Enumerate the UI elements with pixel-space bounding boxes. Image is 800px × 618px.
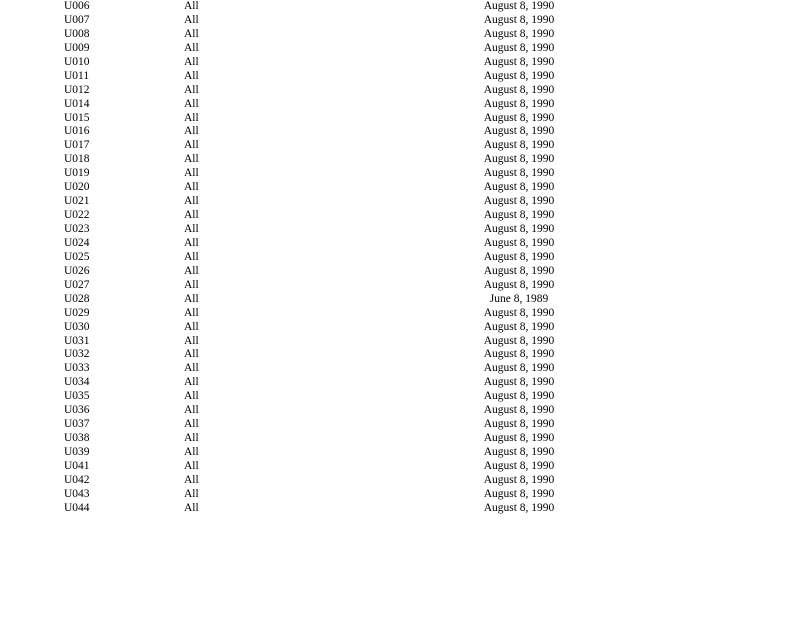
table-row	[0, 446, 800, 460]
table-row	[0, 181, 800, 195]
table-row	[0, 112, 800, 126]
table-row	[0, 293, 800, 307]
date-cell: August 8, 1990	[483, 446, 555, 458]
table-row	[0, 153, 800, 167]
date-cell: August 8, 1990	[483, 404, 555, 417]
scope-cell: All	[184, 0, 199, 12]
table-row	[0, 279, 800, 293]
scope-cell: All	[184, 418, 199, 431]
date-cell: August 8, 1990	[483, 390, 555, 403]
table-row	[0, 84, 800, 98]
waste-code-cell: U023	[64, 223, 90, 235]
scope-cell: All	[184, 264, 199, 277]
waste-code-cell: U015	[64, 111, 90, 124]
waste-code-cell: U006	[64, 0, 90, 12]
scope-cell: All	[184, 27, 199, 40]
waste-code-cell: U016	[64, 125, 90, 138]
table-row	[0, 376, 800, 390]
waste-code-cell: U027	[64, 278, 90, 291]
table-row	[0, 460, 800, 474]
date-cell: August 8, 1990	[483, 69, 555, 82]
waste-code-cell: U012	[64, 83, 90, 96]
date-cell: June 8, 1989	[489, 292, 549, 305]
date-cell: August 8, 1990	[483, 362, 555, 375]
date-cell: August 8, 1990	[483, 13, 555, 26]
waste-code-cell: U011	[64, 69, 90, 82]
table-row	[0, 251, 800, 265]
scope-cell: All	[184, 362, 199, 375]
waste-code-cell: U028	[64, 292, 90, 305]
waste-code-cell: U043	[64, 487, 90, 500]
scope-cell: All	[184, 41, 199, 54]
date-cell: August 8, 1990	[483, 223, 555, 235]
date-cell: August 8, 1990	[483, 334, 555, 347]
waste-code-cell: U014	[64, 97, 90, 110]
table-row	[0, 209, 800, 223]
waste-code-cell: U020	[64, 181, 90, 194]
waste-code-cell: U038	[64, 432, 90, 445]
date-cell: August 8, 1990	[483, 501, 555, 514]
table-row	[0, 307, 800, 321]
date-cell: August 8, 1990	[483, 167, 555, 180]
scope-cell: All	[184, 111, 199, 124]
date-cell: August 8, 1990	[483, 0, 555, 12]
waste-code-cell: U008	[64, 27, 90, 40]
date-cell: August 8, 1990	[483, 236, 555, 249]
date-cell: August 8, 1990	[483, 195, 555, 208]
table-row	[0, 488, 800, 502]
scope-cell: All	[184, 404, 199, 417]
date-cell: August 8, 1990	[483, 473, 555, 486]
waste-code-cell: U033	[64, 362, 90, 375]
waste-code-cell: U034	[64, 376, 90, 389]
table-row	[0, 432, 800, 446]
date-cell: August 8, 1990	[483, 27, 555, 40]
table-row	[0, 502, 800, 516]
waste-code-cell: U026	[64, 264, 90, 277]
table-row	[0, 474, 800, 488]
date-cell: August 8, 1990	[483, 181, 555, 194]
scope-cell: All	[184, 195, 199, 208]
date-cell: August 8, 1990	[483, 97, 555, 110]
table-row	[0, 139, 800, 153]
waste-code-cell: U041	[64, 459, 90, 472]
date-cell: August 8, 1990	[483, 348, 555, 361]
scope-cell: All	[184, 292, 199, 305]
scope-cell: All	[184, 83, 199, 96]
date-cell: August 8, 1990	[483, 278, 555, 291]
date-cell: August 8, 1990	[483, 320, 555, 333]
scope-cell: All	[184, 167, 199, 180]
table-row	[0, 0, 800, 14]
date-cell: August 8, 1990	[483, 55, 555, 68]
table-row	[0, 56, 800, 70]
waste-code-cell: U030	[64, 320, 90, 333]
scope-cell: All	[184, 432, 199, 445]
scope-cell: All	[184, 473, 199, 486]
scope-cell: All	[184, 13, 199, 26]
table-row	[0, 237, 800, 251]
table-row	[0, 125, 800, 139]
table-row	[0, 14, 800, 28]
table-row	[0, 70, 800, 84]
date-cell: August 8, 1990	[483, 41, 555, 54]
scope-cell: All	[184, 153, 199, 166]
date-cell: August 8, 1990	[483, 125, 555, 138]
scope-cell: All	[184, 306, 199, 319]
scope-cell: All	[184, 320, 199, 333]
date-cell: August 8, 1990	[483, 306, 555, 319]
table-row	[0, 321, 800, 335]
date-cell: August 8, 1990	[483, 209, 555, 222]
table-row	[0, 348, 800, 362]
waste-code-cell: U029	[64, 306, 90, 319]
scope-cell: All	[184, 376, 199, 389]
date-cell: August 8, 1990	[483, 376, 555, 389]
scope-cell: All	[184, 501, 199, 514]
table-row	[0, 404, 800, 418]
scope-cell: All	[184, 348, 199, 361]
date-cell: August 8, 1990	[483, 153, 555, 166]
date-cell: August 8, 1990	[483, 432, 555, 445]
waste-code-cell: U018	[64, 153, 90, 166]
waste-code-cell: U022	[64, 209, 90, 222]
waste-code-cell: U007	[64, 13, 90, 26]
scope-cell: All	[184, 97, 199, 110]
scope-cell: All	[184, 181, 199, 194]
waste-code-cell: U021	[64, 195, 90, 208]
waste-code-cell: U037	[64, 418, 90, 431]
waste-code-cell: U009	[64, 41, 90, 54]
waste-code-cell: U042	[64, 473, 90, 486]
scope-cell: All	[184, 459, 199, 472]
date-cell: August 8, 1990	[483, 83, 555, 96]
date-cell: August 8, 1990	[483, 250, 555, 263]
table-row	[0, 362, 800, 376]
waste-code-cell: U010	[64, 55, 90, 68]
date-cell: August 8, 1990	[483, 487, 555, 500]
waste-code-cell: U044	[64, 501, 90, 514]
date-cell: August 8, 1990	[483, 111, 555, 124]
scope-cell: All	[184, 250, 199, 263]
table-row	[0, 223, 800, 237]
table-row	[0, 98, 800, 112]
scope-cell: All	[184, 125, 199, 138]
table-row	[0, 195, 800, 209]
date-cell: August 8, 1990	[483, 264, 555, 277]
waste-code-cell: U024	[64, 236, 90, 249]
scope-cell: All	[184, 139, 199, 152]
waste-code-cell: U035	[64, 390, 90, 403]
table-row	[0, 418, 800, 432]
table-row	[0, 265, 800, 279]
date-cell: August 8, 1990	[483, 418, 555, 431]
waste-code-cell: U036	[64, 404, 90, 417]
scope-cell: All	[184, 69, 199, 82]
waste-code-cell: U039	[64, 446, 90, 458]
scope-cell: All	[184, 334, 199, 347]
waste-code-cell: U032	[64, 348, 90, 361]
scope-cell: All	[184, 390, 199, 403]
scope-cell: All	[184, 223, 199, 235]
waste-code-cell: U017	[64, 139, 90, 152]
scope-cell: All	[184, 209, 199, 222]
scope-cell: All	[184, 236, 199, 249]
waste-code-cell: U025	[64, 250, 90, 263]
table-row	[0, 28, 800, 42]
date-cell: August 8, 1990	[483, 459, 555, 472]
scope-cell: All	[184, 278, 199, 291]
table-row	[0, 335, 800, 349]
table-row	[0, 390, 800, 404]
waste-code-cell: U031	[64, 334, 90, 347]
waste-code-cell: U019	[64, 167, 90, 180]
table-row	[0, 167, 800, 181]
scope-cell: All	[184, 487, 199, 500]
date-cell: August 8, 1990	[483, 139, 555, 152]
table-row	[0, 42, 800, 56]
scope-cell: All	[184, 446, 199, 458]
scope-cell: All	[184, 55, 199, 68]
